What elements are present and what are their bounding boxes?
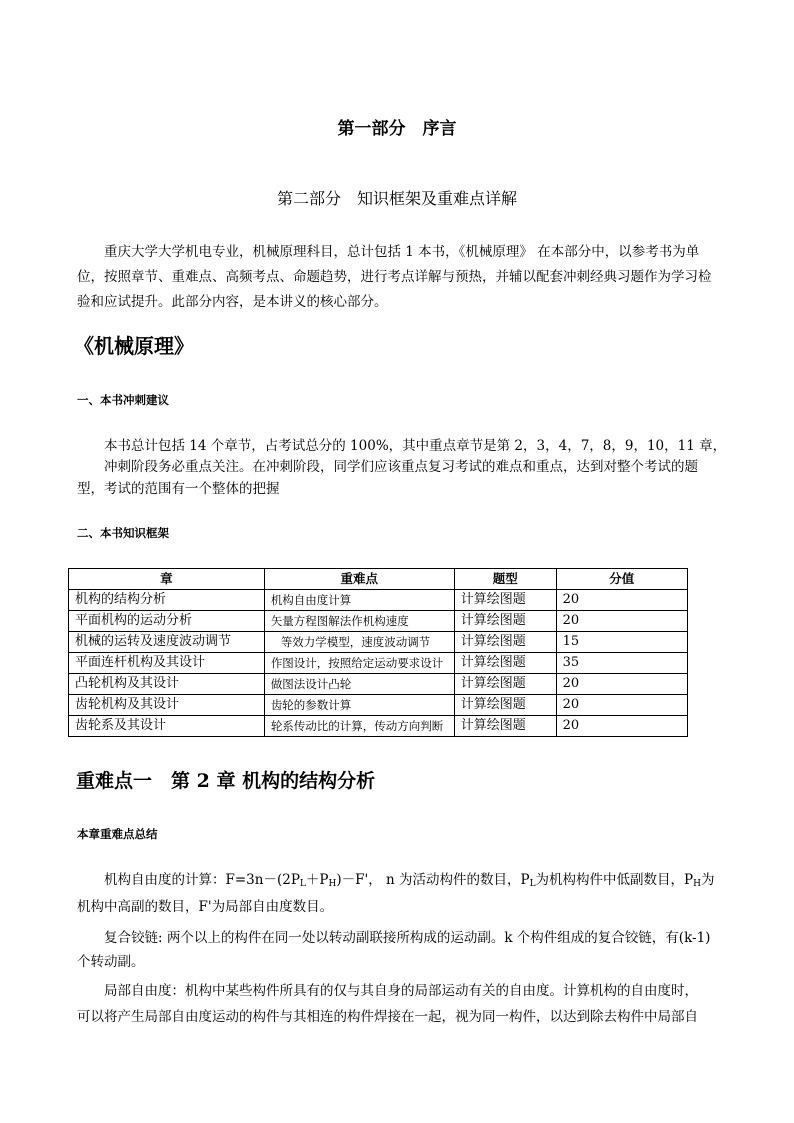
dof-text-c: 为机构构件中低副数目，P — [535, 872, 694, 888]
cell-key-points: 作图设计，按照给定运动要求设计 — [264, 653, 454, 674]
dof-text-a: 机构自由度的计算：F=3n－(2P — [104, 872, 300, 888]
cell-question-type: 计算绘图题 — [454, 716, 556, 737]
chapter-heading: 重难点一 第 2 章 机构的结构分析 — [76, 770, 376, 792]
local-dof-line1: 局部自由度：机构中某些构件所具有的仅与其自身的局部运动有关的自由度。计算机构的自由度时， — [104, 983, 698, 999]
table-row — [69, 716, 688, 737]
cell-question-type: 计算绘图题 — [454, 611, 556, 632]
dof-sub-h: H — [328, 879, 337, 889]
table-row — [69, 611, 688, 632]
cell-question-type: 计算绘图题 — [454, 695, 556, 716]
cell-question-type: 计算绘图题 — [454, 653, 556, 674]
part2-title: 第二部分 知识框架及重难点详解 — [276, 189, 517, 208]
cell-score: 20 — [556, 674, 687, 695]
cell-key-points: 轮系传动比的计算，传动方向判断 — [264, 716, 454, 737]
cell-chapter: 机械的运转及速度波动调节 — [69, 632, 265, 653]
cell-chapter: 平面机构的运动分析 — [69, 611, 265, 632]
table-row — [69, 674, 688, 695]
cell-chapter: 凸轮机构及其设计 — [69, 674, 265, 695]
cell-score: 20 — [556, 590, 687, 611]
section1-line3: 型，考试的范围有一个整体的把握 — [77, 481, 280, 497]
dof-plus: ＋P — [305, 872, 329, 888]
dof-line2: 机构中高副的数目，F'为局部自由度数目。 — [77, 899, 334, 915]
section1-heading: 一、本书冲刺建议 — [77, 393, 169, 407]
dof-sub-l: L — [299, 879, 306, 889]
knowledge-framework-table — [68, 568, 688, 737]
table-row — [69, 695, 688, 716]
cell-score: 20 — [556, 716, 687, 737]
part1-title: 第一部分 序言 — [337, 119, 457, 139]
cell-question-type: 计算绘图题 — [454, 674, 556, 695]
cell-question-type: 计算绘图题 — [454, 590, 556, 611]
dof-text-b: )－F'， n 为活动构件的数目，P — [336, 872, 530, 888]
header-score: 分值 — [556, 569, 687, 590]
hinge-line1: 复合铰链: 两个以上的构件在同一处以转动副联接所构成的运动副。k 个构件组成的复合铰链，有(k-1) — [104, 930, 711, 946]
section2-heading: 二、本书知识框架 — [77, 526, 169, 540]
cell-key-points: 等效力学模型，速度波动调节 — [264, 632, 454, 653]
cell-score: 20 — [556, 695, 687, 716]
cell-key-points: 齿轮的参数计算 — [264, 695, 454, 716]
hinge-line2: 个转动副。 — [77, 954, 145, 970]
header-chapter: 章 — [69, 569, 265, 590]
cell-chapter: 齿轮系及其设计 — [69, 716, 265, 737]
table-header-row — [69, 569, 688, 590]
dof-sub-h2: H — [693, 879, 701, 889]
cell-chapter: 齿轮机构及其设计 — [69, 695, 265, 716]
table-row — [69, 653, 688, 674]
cell-score: 20 — [556, 611, 687, 632]
header-question-type: 题型 — [454, 569, 556, 590]
dof-formula-line — [104, 868, 715, 892]
summary-label: 本章重难点总结 — [77, 827, 158, 841]
cell-key-points: 机构自由度计算 — [264, 590, 454, 611]
table-row — [69, 590, 688, 611]
table-row — [69, 632, 688, 653]
section1-line1: 本书总计包括 14 个章节，占考试总分的 100%，其中重点章节是第 2，3，4，7，8，9，10，11 章， — [104, 438, 727, 454]
intro-paragraph: 重庆大学大学机电专业，机械原理科目，总计包括 1 本书，《机械原理》 在本部分中，以参考书为单位，按照章节、重难点、高频考点、命题趋势，进行考点详解与预热，并辅以配套冲刺经典习题作为学习检验和应试提升。此部分内容，是本讲义的核心部分。 — [77, 244, 712, 310]
cell-question-type: 计算绘图题 — [454, 632, 556, 653]
cell-chapter: 平面连杆机构及其设计 — [69, 653, 265, 674]
cell-score: 35 — [556, 653, 687, 674]
cell-key-points: 做图法设计凸轮 — [264, 674, 454, 695]
cell-score: 15 — [556, 632, 687, 653]
cell-chapter: 机构的结构分析 — [69, 590, 265, 611]
dof-sub-l2: L — [529, 879, 536, 889]
cell-key-points: 矢量方程图解法作机构速度 — [264, 611, 454, 632]
local-dof-line2: 可以将产生局部自由度运动的构件与其相连的构件焊接在一起，视为同一构件，以达到除去构件中局部自 — [77, 1009, 698, 1025]
section1-line2: 冲刺阶段务必重点关注。在冲刺阶段，同学们应该重点复习考试的难点和重点，达到对整个考试的题 — [104, 459, 698, 475]
dof-text-d: 为 — [701, 872, 715, 888]
header-key-points: 重难点 — [264, 569, 454, 590]
book-title: 《机械原理》 — [74, 334, 194, 358]
